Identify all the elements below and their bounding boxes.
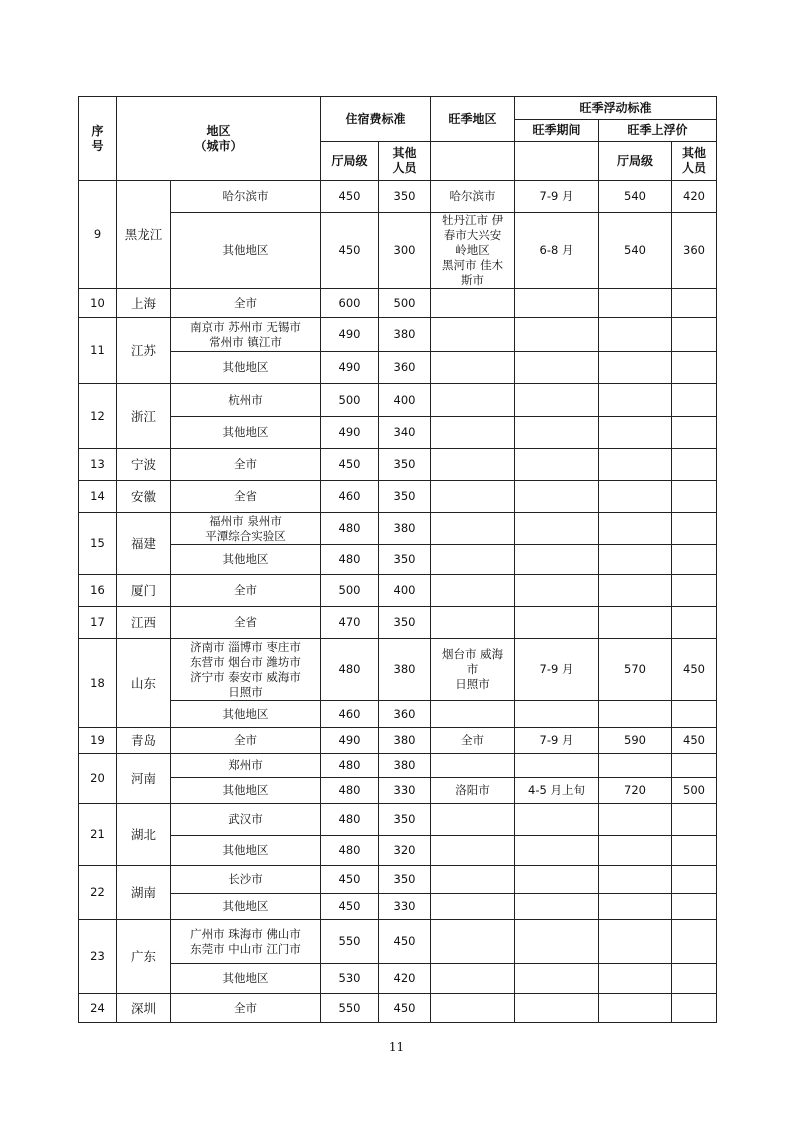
- peak-bureau-rate: [599, 964, 672, 994]
- bureau-rate: 480: [321, 639, 379, 701]
- city-cell: 其他地区: [171, 545, 321, 575]
- peak-period: [515, 513, 599, 545]
- bureau-rate: 450: [321, 866, 379, 894]
- peak-other-rate: [672, 994, 717, 1023]
- table-row: [79, 384, 717, 417]
- city-cell: 其他地区: [171, 778, 321, 804]
- province-name: 厦门: [117, 575, 171, 607]
- bureau-rate: 480: [321, 804, 379, 836]
- other-rate: 300: [379, 213, 431, 289]
- table-row: [79, 607, 717, 639]
- table-row: [79, 289, 717, 318]
- bureau-rate: 490: [321, 318, 379, 352]
- peak-other-rate: [672, 513, 717, 545]
- other-rate: 330: [379, 894, 431, 920]
- bureau-rate: 450: [321, 213, 379, 289]
- peak-bureau-rate: [599, 994, 672, 1023]
- province-name: 湖北: [117, 804, 171, 866]
- peak-other-rate: [672, 701, 717, 728]
- other-rate: 350: [379, 607, 431, 639]
- header-row-1: [79, 97, 717, 120]
- peak-period: 7-9 月: [515, 181, 599, 213]
- header-peak-bureau-level: 厅局级: [599, 142, 672, 181]
- city-cell: 全市: [171, 994, 321, 1023]
- peak-region: [431, 994, 515, 1023]
- bureau-rate: 460: [321, 701, 379, 728]
- row-number: 13: [79, 449, 117, 481]
- peak-period: [515, 754, 599, 778]
- peak-other-rate: 360: [672, 213, 717, 289]
- table-row: [79, 352, 717, 384]
- peak-period: 4-5 月上旬: [515, 778, 599, 804]
- bureau-rate: 500: [321, 384, 379, 417]
- peak-other-rate: [672, 894, 717, 920]
- peak-period: [515, 836, 599, 866]
- peak-region: [431, 575, 515, 607]
- peak-bureau-rate: [599, 545, 672, 575]
- bureau-rate: 490: [321, 728, 379, 754]
- table-row: [79, 866, 717, 894]
- other-rate: 330: [379, 778, 431, 804]
- row-number: 11: [79, 318, 117, 384]
- peak-region: [431, 352, 515, 384]
- peak-period: [515, 384, 599, 417]
- table-row: [79, 545, 717, 575]
- other-rate: 350: [379, 181, 431, 213]
- peak-other-rate: [672, 836, 717, 866]
- header-bureau-level: 厅局级: [321, 142, 379, 181]
- row-number: 15: [79, 513, 117, 575]
- peak-bureau-rate: [599, 513, 672, 545]
- peak-period: [515, 352, 599, 384]
- city-cell: 全省: [171, 481, 321, 513]
- header-peak-float-standard: 旺季浮动标准: [515, 97, 717, 120]
- peak-bureau-rate: [599, 481, 672, 513]
- peak-region: [431, 964, 515, 994]
- peak-other-rate: [672, 318, 717, 352]
- province-name: 深圳: [117, 994, 171, 1023]
- city-cell: 郑州市: [171, 754, 321, 778]
- other-rate: 340: [379, 417, 431, 449]
- bureau-rate: 450: [321, 894, 379, 920]
- peak-other-rate: [672, 417, 717, 449]
- peak-other-rate: [672, 481, 717, 513]
- peak-period: [515, 994, 599, 1023]
- table-row: [79, 639, 717, 701]
- peak-period: [515, 920, 599, 964]
- peak-region: [431, 866, 515, 894]
- peak-period: [515, 289, 599, 318]
- peak-bureau-rate: [599, 318, 672, 352]
- province-name: 安徽: [117, 481, 171, 513]
- peak-region: [431, 384, 515, 417]
- table-row: [79, 513, 717, 545]
- peak-other-rate: [672, 575, 717, 607]
- peak-other-rate: 420: [672, 181, 717, 213]
- city-cell: 广州市 珠海市 佛山市 东莞市 中山市 江门市: [171, 920, 321, 964]
- other-rate: 450: [379, 920, 431, 964]
- city-cell: 武汉市: [171, 804, 321, 836]
- row-number: 18: [79, 639, 117, 728]
- row-number: 19: [79, 728, 117, 754]
- other-rate: 350: [379, 804, 431, 836]
- peak-region: 烟台市 威海 市 日照市: [431, 639, 515, 701]
- bureau-rate: 490: [321, 417, 379, 449]
- table-row: [79, 994, 717, 1023]
- peak-period: 6-8 月: [515, 213, 599, 289]
- table-row: [79, 894, 717, 920]
- province-name: 青岛: [117, 728, 171, 754]
- bureau-rate: 480: [321, 778, 379, 804]
- other-rate: 380: [379, 513, 431, 545]
- header-peak-region-empty: [431, 142, 515, 181]
- peak-bureau-rate: 570: [599, 639, 672, 701]
- peak-bureau-rate: [599, 836, 672, 866]
- province-name: 江西: [117, 607, 171, 639]
- peak-period: [515, 481, 599, 513]
- peak-bureau-rate: 590: [599, 728, 672, 754]
- bureau-rate: 480: [321, 754, 379, 778]
- table-row: [79, 804, 717, 836]
- province-name: 黑龙江: [117, 181, 171, 289]
- peak-period: [515, 545, 599, 575]
- peak-region: [431, 607, 515, 639]
- peak-region: [431, 920, 515, 964]
- city-cell: 全市: [171, 575, 321, 607]
- row-number: 23: [79, 920, 117, 994]
- peak-period: 7-9 月: [515, 728, 599, 754]
- row-number: 22: [79, 866, 117, 920]
- peak-period: [515, 964, 599, 994]
- peak-bureau-rate: 540: [599, 181, 672, 213]
- city-cell: 其他地区: [171, 836, 321, 866]
- city-cell: 其他地区: [171, 964, 321, 994]
- peak-bureau-rate: [599, 384, 672, 417]
- peak-bureau-rate: [599, 894, 672, 920]
- peak-other-rate: [672, 866, 717, 894]
- row-number: 16: [79, 575, 117, 607]
- header-peak-period: 旺季期间: [515, 120, 599, 142]
- other-rate: 350: [379, 481, 431, 513]
- table-row: [79, 213, 717, 289]
- peak-period: [515, 417, 599, 449]
- other-rate: 400: [379, 575, 431, 607]
- peak-other-rate: [672, 964, 717, 994]
- table-row: [79, 728, 717, 754]
- table-row: [79, 836, 717, 866]
- header-lodging-standard: 住宿费标准: [321, 97, 431, 142]
- peak-region: [431, 513, 515, 545]
- peak-other-rate: [672, 545, 717, 575]
- other-rate: 380: [379, 639, 431, 701]
- other-rate: 360: [379, 352, 431, 384]
- peak-region: [431, 701, 515, 728]
- other-rate: 320: [379, 836, 431, 866]
- bureau-rate: 550: [321, 994, 379, 1023]
- table-row: [79, 964, 717, 994]
- peak-bureau-rate: [599, 607, 672, 639]
- table-row: [79, 318, 717, 352]
- bureau-rate: 480: [321, 836, 379, 866]
- peak-other-rate: 500: [672, 778, 717, 804]
- bureau-rate: 460: [321, 481, 379, 513]
- peak-bureau-rate: [599, 417, 672, 449]
- peak-region: [431, 754, 515, 778]
- province-name: 广东: [117, 920, 171, 994]
- table-row: [79, 417, 717, 449]
- bureau-rate: 480: [321, 513, 379, 545]
- city-cell: 长沙市: [171, 866, 321, 894]
- other-rate: 350: [379, 545, 431, 575]
- peak-bureau-rate: [599, 352, 672, 384]
- row-number: 17: [79, 607, 117, 639]
- peak-region: [431, 289, 515, 318]
- peak-region: 哈尔滨市: [431, 181, 515, 213]
- row-number: 20: [79, 754, 117, 804]
- province-name: 湖南: [117, 866, 171, 920]
- other-rate: 450: [379, 994, 431, 1023]
- other-rate: 380: [379, 728, 431, 754]
- peak-period: 7-9 月: [515, 639, 599, 701]
- peak-region: [431, 894, 515, 920]
- peak-other-rate: [672, 607, 717, 639]
- peak-period: [515, 449, 599, 481]
- header-peak-price: 旺季上浮价: [599, 120, 717, 142]
- header-peak-other-staff: 其他 人员: [672, 142, 717, 181]
- peak-other-rate: [672, 449, 717, 481]
- row-number: 12: [79, 384, 117, 449]
- province-name: 福建: [117, 513, 171, 575]
- accommodation-standard-table: [78, 96, 717, 1023]
- table-row: [79, 701, 717, 728]
- peak-region: [431, 417, 515, 449]
- other-rate: 380: [379, 754, 431, 778]
- city-cell: 全市: [171, 449, 321, 481]
- peak-region: [431, 481, 515, 513]
- other-rate: 350: [379, 866, 431, 894]
- peak-bureau-rate: [599, 804, 672, 836]
- peak-region: [431, 836, 515, 866]
- peak-period: [515, 701, 599, 728]
- peak-region: 牡丹江市 伊 春市大兴安 岭地区 黑河市 佳木 斯市: [431, 213, 515, 289]
- peak-other-rate: [672, 352, 717, 384]
- city-cell: 全市: [171, 289, 321, 318]
- bureau-rate: 470: [321, 607, 379, 639]
- bureau-rate: 450: [321, 449, 379, 481]
- province-name: 宁波: [117, 449, 171, 481]
- header-other-staff: 其他 人员: [379, 142, 431, 181]
- page-number: 11: [388, 1040, 405, 1054]
- peak-other-rate: 450: [672, 728, 717, 754]
- table-row: [79, 754, 717, 778]
- peak-region: 全市: [431, 728, 515, 754]
- row-number: 21: [79, 804, 117, 866]
- city-cell: 其他地区: [171, 701, 321, 728]
- table-row: [79, 449, 717, 481]
- peak-period: [515, 607, 599, 639]
- other-rate: 420: [379, 964, 431, 994]
- header-region: 地区 （城市）: [117, 97, 321, 181]
- table-row: [79, 481, 717, 513]
- peak-other-rate: [672, 289, 717, 318]
- city-cell: 其他地区: [171, 213, 321, 289]
- peak-other-rate: [672, 754, 717, 778]
- city-cell: 全省: [171, 607, 321, 639]
- peak-period: [515, 575, 599, 607]
- peak-other-rate: [672, 920, 717, 964]
- city-cell: 全市: [171, 728, 321, 754]
- other-rate: 360: [379, 701, 431, 728]
- city-cell: 南京市 苏州市 无锡市 常州市 镇江市: [171, 318, 321, 352]
- province-name: 江苏: [117, 318, 171, 384]
- peak-region: [431, 449, 515, 481]
- row-number: 14: [79, 481, 117, 513]
- peak-region: [431, 318, 515, 352]
- city-cell: 其他地区: [171, 417, 321, 449]
- peak-bureau-rate: [599, 920, 672, 964]
- table-row: [79, 181, 717, 213]
- bureau-rate: 530: [321, 964, 379, 994]
- other-rate: 380: [379, 318, 431, 352]
- city-cell: 杭州市: [171, 384, 321, 417]
- peak-bureau-rate: [599, 701, 672, 728]
- bureau-rate: 490: [321, 352, 379, 384]
- peak-region: [431, 545, 515, 575]
- peak-bureau-rate: [599, 575, 672, 607]
- other-rate: 350: [379, 449, 431, 481]
- city-cell: 济南市 淄博市 枣庄市 东营市 烟台市 潍坊市 济宁市 泰安市 威海市 日照市: [171, 639, 321, 701]
- peak-bureau-rate: [599, 754, 672, 778]
- city-cell: 其他地区: [171, 352, 321, 384]
- city-cell: 福州市 泉州市 平潭综合实验区: [171, 513, 321, 545]
- table-row: [79, 575, 717, 607]
- header-peak-region: 旺季地区: [431, 97, 515, 142]
- peak-period: [515, 894, 599, 920]
- peak-bureau-rate: [599, 289, 672, 318]
- peak-period: [515, 804, 599, 836]
- other-rate: 400: [379, 384, 431, 417]
- peak-period: [515, 866, 599, 894]
- row-number: 24: [79, 994, 117, 1023]
- peak-period: [515, 318, 599, 352]
- bureau-rate: 500: [321, 575, 379, 607]
- city-cell: 其他地区: [171, 894, 321, 920]
- row-number: 10: [79, 289, 117, 318]
- bureau-rate: 450: [321, 181, 379, 213]
- bureau-rate: 600: [321, 289, 379, 318]
- province-name: 山东: [117, 639, 171, 728]
- peak-other-rate: 450: [672, 639, 717, 701]
- peak-bureau-rate: 720: [599, 778, 672, 804]
- row-number: 9: [79, 181, 117, 289]
- peak-region: [431, 804, 515, 836]
- province-name: 上海: [117, 289, 171, 318]
- peak-bureau-rate: [599, 866, 672, 894]
- province-name: 浙江: [117, 384, 171, 449]
- province-name: 河南: [117, 754, 171, 804]
- city-cell: 哈尔滨市: [171, 181, 321, 213]
- other-rate: 500: [379, 289, 431, 318]
- table-row: [79, 920, 717, 964]
- bureau-rate: 480: [321, 545, 379, 575]
- peak-bureau-rate: [599, 449, 672, 481]
- peak-bureau-rate: 540: [599, 213, 672, 289]
- header-seq: 序 号: [79, 97, 117, 181]
- table-row: [79, 778, 717, 804]
- peak-other-rate: [672, 384, 717, 417]
- peak-region: 洛阳市: [431, 778, 515, 804]
- header-peak-period-empty: [515, 142, 599, 181]
- peak-other-rate: [672, 804, 717, 836]
- bureau-rate: 550: [321, 920, 379, 964]
